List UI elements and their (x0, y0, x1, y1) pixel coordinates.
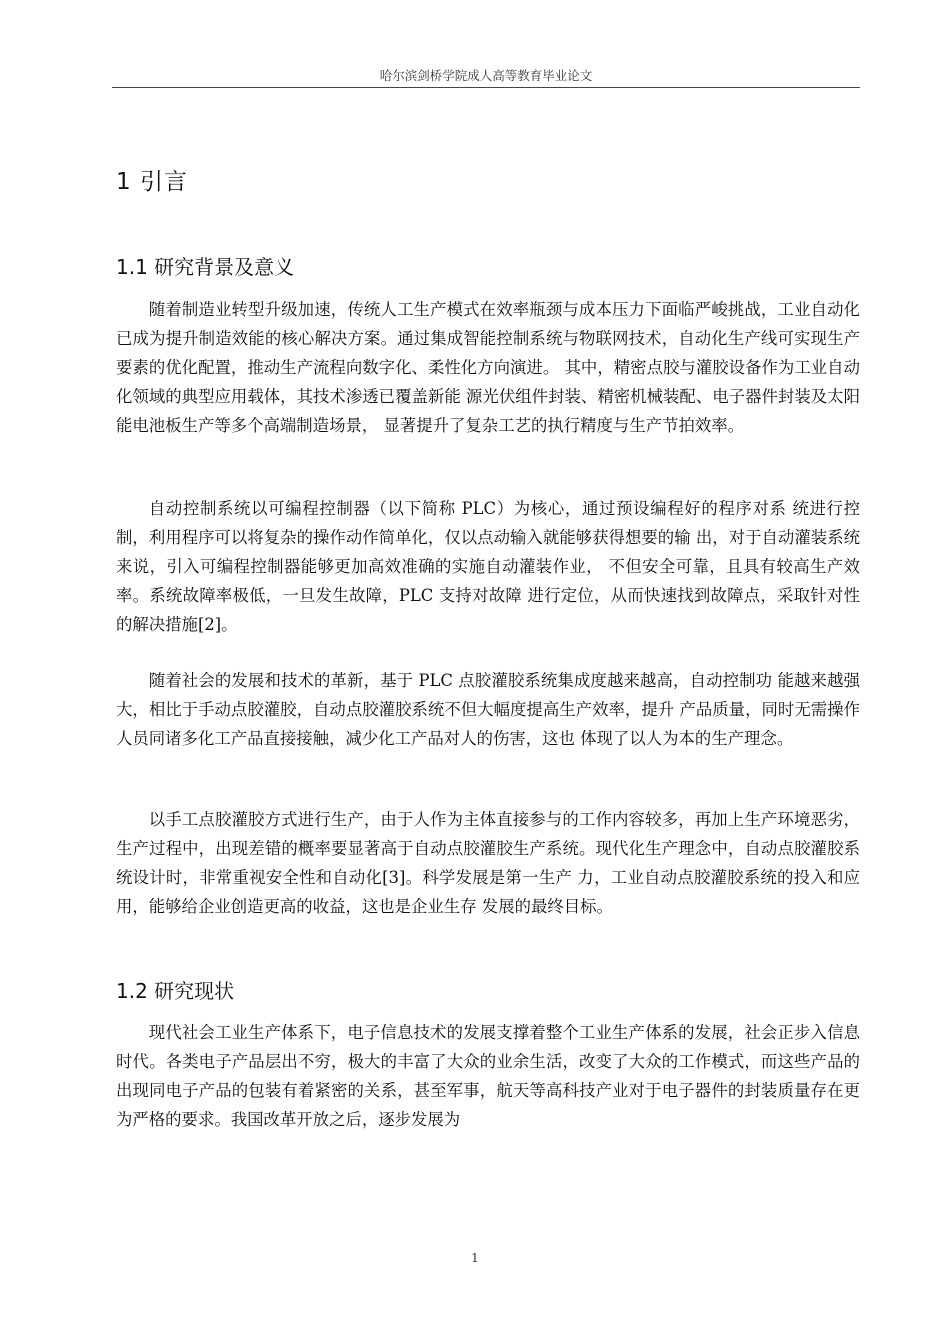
paragraph-4: 以手工点胶灌胶方式进行生产，由于人作为主体直接参与的工作内容较多，再加上生产环境恶劣，生产过程中，出现差错的概率要显著高于自动点胶灌胶生产系统。现代化生产理念中，自动点胶灌胶系统设计时，非常重视安全性和自动化[3]。科学发展是第一生产 力，工业自动点胶灌胶系统的投入和应用，能够给企业创造更高的收益，这也是企业生存 发展的最终目标。 (116, 810, 860, 916)
paragraph-5: 现代社会工业生产体系下，电子信息技术的发展支撑着整个工业生产体系的发展，社会正步入信息时代。各类电子产品层出不穷，极大的丰富了大众的业余生活，改变了大众的工作模式，而这些产品的出现同电子产品的包装有着紧密的关系，甚至军事，航天等高科技产业对于电子器件的封装质量存在更为严格的要求。我国改革开放之后，逐步发展为 (116, 1023, 860, 1129)
page-number: 1 (471, 1251, 479, 1265)
paragraph-1: 随着制造业转型升级加速，传统人工生产模式在效率瓶颈与成本压力下面临严峻挑战，工业自动化已成为提升制造效能的核心解决方案。通过集成智能控制系统与物联网技术，自动化生产线可实现生产要素的优化配置，推动生产流程向数字化、柔性化方向演进。 其中，精密点胶与灌胶设备作为工业自动化领域的典型应用载体，其技术渗透已覆盖新能 源光伏组件封装、精密机械装配、电子器件封装及太阳能电池板生产等多个高端制造场景， 显著提升了复杂工艺的执行精度与生产节拍效率。 (116, 300, 860, 435)
running-header: 哈尔滨剑桥学院成人高等教育毕业论文 (379, 68, 593, 83)
section-heading-1-1: 1.1 研究背景及意义 (116, 255, 295, 279)
section-heading-1-2: 1.2 研究现状 (116, 979, 235, 1003)
paragraph-2: 自动控制系统以可编程控制器（以下简称 PLC）为核心，通过预设编程好的程序对系 统进行控制，利用程序可以将复杂的操作动作简单化，仅以点动输入就能够获得想要的输 出，对于自动灌装系统来说，引入可编程控制器能够更加高效准确的实施自动灌装作业， 不但安全可靠，且具有较高生产效率。系统故障率极低，一旦发生故障，PLC 支持对故障 进行定位，从而快速找到故障点，采取针对性的解决措施[2]。 (116, 499, 860, 634)
chapter-heading: 1 引言 (116, 169, 188, 195)
paragraph-3: 随着社会的发展和技术的革新，基于 PLC 点胶灌胶系统集成度越来越高，自动控制功 能越来越强大，相比于手动点胶灌胶，自动点胶灌胶系统不但大幅度提高生产效率，提升 产品质量，同时无需操作人员同诸多化工产品直接接触，减少化工产品对人的伤害，这也 体现了以人为本的生产理念。 (116, 671, 860, 748)
header-rule (112, 87, 860, 88)
